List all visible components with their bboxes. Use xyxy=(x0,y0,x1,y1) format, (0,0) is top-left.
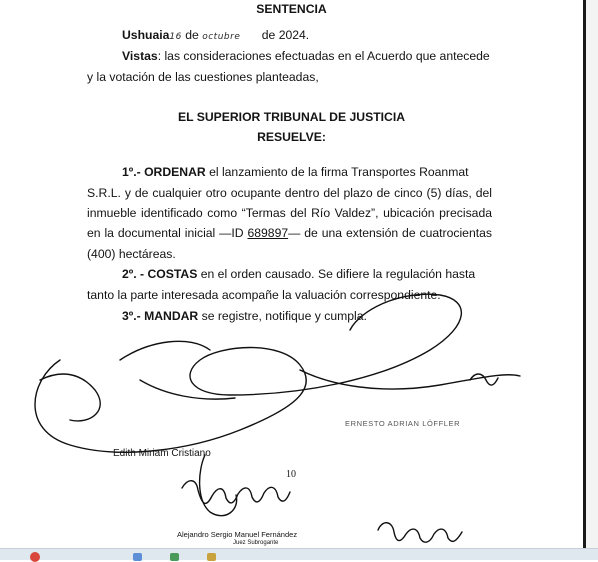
signature-hook xyxy=(200,455,237,516)
app-icon-3[interactable] xyxy=(207,553,216,561)
document-heading: SENTENCIA xyxy=(256,2,327,16)
item2-verb: COSTAS xyxy=(147,267,198,281)
item1-text-4a: en la documental inicial —ID xyxy=(87,226,248,240)
taskbar xyxy=(0,548,598,560)
signature-left-scribble xyxy=(40,341,235,421)
item1-line-3: inmueble identificado como “Termas del Río Valdez”, ubicación precisada xyxy=(87,206,492,220)
date-month-handwritten: octubre xyxy=(202,32,241,42)
date-de: de xyxy=(181,28,203,42)
vistas-label: Vistas xyxy=(122,49,158,63)
app-icon-2[interactable] xyxy=(170,553,179,561)
signature-right-cursive xyxy=(378,523,462,542)
item2-text-1: en el orden causado. Se difiere la regulación hasta xyxy=(197,267,476,281)
item1-text-4b: — de una extensión de cuatrocientas xyxy=(288,226,492,240)
item2-line-2: tanto la parte interesada acompañe la valuación correspondiente. xyxy=(87,288,441,302)
stamp-ernesto-loffler: ERNESTO ADRIAN LÖFFLER xyxy=(345,419,461,428)
app-icon-1[interactable] xyxy=(133,553,142,561)
item1-verb: ORDENAR xyxy=(144,165,206,179)
item1-text-1: el lanzamiento de la firma Transportes Roanmat xyxy=(205,165,469,179)
vistas-line-2: y la votación de las cuestiones planteadas, xyxy=(87,70,319,84)
item1-line-2: S.R.L. y de cualquier otro ocupante dentro del plazo de cinco (5) días, del xyxy=(87,186,492,200)
signer-bottom-name: Alejandro Sergio Manuel Fernández xyxy=(177,530,298,539)
item1-document-id: 689897 xyxy=(247,226,289,240)
date-year: de 2024. xyxy=(258,28,310,42)
page-edge-shade xyxy=(586,0,598,548)
page-number: 10 xyxy=(286,469,296,480)
signer-bottom-role: Juez Subrogante xyxy=(233,540,279,546)
browser-icon[interactable] xyxy=(30,552,40,562)
vistas-text-1: : las consideraciones efectuadas en el Acuerdo que antecede xyxy=(157,49,490,63)
item3-text-1: se registre, notifique y cumpla. xyxy=(198,309,367,323)
signature-large-tail xyxy=(300,370,520,389)
item1-line-5: (400) hectáreas. xyxy=(87,247,176,261)
item3-number: 3º.- xyxy=(122,309,145,323)
item2-number: 2º. - xyxy=(122,267,148,281)
date-day-handwritten: 16 xyxy=(169,32,182,42)
signer-left-name: Edith Miriam Cristiano xyxy=(113,448,211,459)
item1-number: 1º.- xyxy=(122,165,145,179)
resuelve-heading: RESUELVE: xyxy=(257,130,326,144)
court-name: EL SUPERIOR TRIBUNAL DE JUSTICIA xyxy=(177,110,406,124)
item3-verb: MANDAR xyxy=(144,309,199,323)
date-place: Ushuaia xyxy=(122,28,170,42)
